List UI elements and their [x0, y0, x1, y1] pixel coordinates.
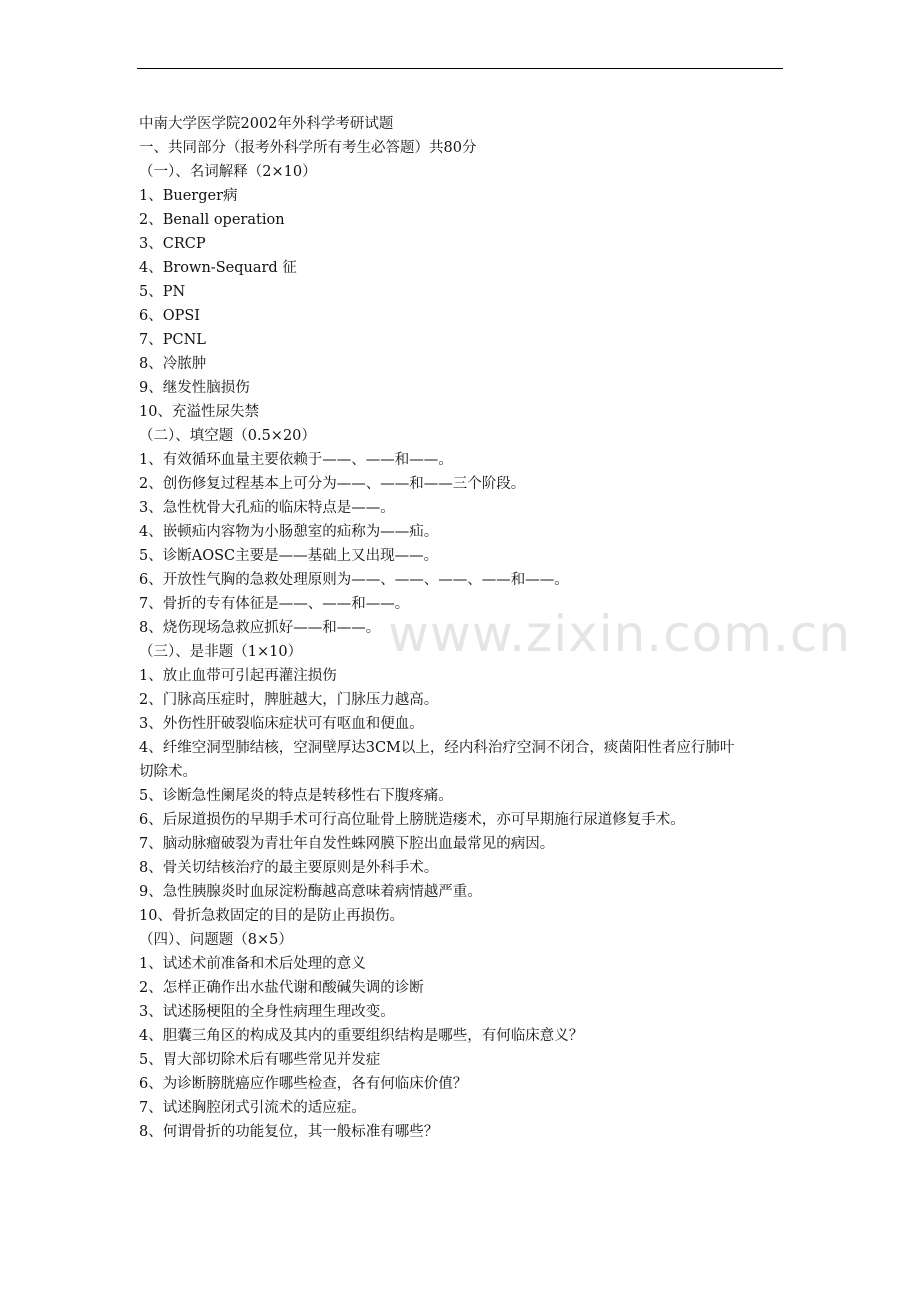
- list-item: 7、脑动脉瘤破裂为青壮年自发性蛛网膜下腔出血最常见的病因。: [139, 836, 555, 852]
- header-rule: [137, 68, 783, 69]
- list-item: 4、胆囊三角区的构成及其内的重要组织结构是哪些，有何临床意义？: [139, 1028, 584, 1044]
- list-item: 9、急性胰腺炎时血尿淀粉酶越高意味着病情越严重。: [139, 884, 482, 900]
- list-item: 10、骨折急救固定的目的是防止再损伤。: [139, 908, 404, 924]
- section-heading-true-false: （三）、是非题（1×10）: [139, 644, 303, 660]
- list-item: 1、试述术前准备和术后处理的意义: [139, 956, 366, 972]
- list-item: 4、纤维空洞型肺结核，空洞壁厚达3CM以上，经内科治疗空洞不闭合，痰菌阳性者应行肺叶: [139, 740, 735, 756]
- list-item: 8、烧伤现场急救应抓好——和——。: [139, 620, 381, 636]
- list-item: 9、继发性脑损伤: [139, 380, 250, 396]
- list-item: 3、外伤性肝破裂临床症状可有呕血和便血。: [139, 716, 424, 732]
- part1-heading: 一、共同部分（报考外科学所有考生必答题）共80分: [139, 140, 477, 156]
- list-item: 2、怎样正确作出水盐代谢和酸碱失调的诊断: [139, 980, 424, 996]
- list-item: 8、冷脓肿: [139, 356, 207, 372]
- list-item: 5、诊断AOSC主要是——基础上又出现——。: [139, 548, 439, 564]
- section-heading-fill-in: （二）、填空题（0.5×20）: [139, 428, 316, 444]
- list-item: 6、为诊断膀胱癌应作哪些检查，各有何临床价值？: [139, 1076, 468, 1092]
- list-item: 5、胃大部切除术后有哪些常见并发症: [139, 1052, 381, 1068]
- list-item: 10、充溢性尿失禁: [139, 404, 259, 420]
- list-item: 2、创伤修复过程基本上可分为——、——和——三个阶段。: [139, 476, 526, 492]
- list-item: 3、试述肠梗阻的全身性病理生理改变。: [139, 1004, 395, 1020]
- list-item: 2、门脉高压症时，脾脏越大，门脉压力越高。: [139, 692, 439, 708]
- list-item: 5、PN: [139, 284, 186, 300]
- list-item: 8、何谓骨折的功能复位，其一般标准有哪些？: [139, 1124, 439, 1140]
- list-item: 1、有效循环血量主要依赖于——、——和——。: [139, 452, 453, 468]
- list-item: 6、OPSI: [139, 308, 201, 324]
- list-item: 6、后尿道损伤的早期手术可行高位耻骨上膀胱造瘘术，亦可早期施行尿道修复手术。: [139, 812, 685, 828]
- section-heading-terms: （一）、名词解释（2×10）: [139, 164, 317, 180]
- list-item: 7、骨折的专有体征是——、——和——。: [139, 596, 410, 612]
- list-item: 3、急性枕骨大孔疝的临床特点是——。: [139, 500, 395, 516]
- list-item: 7、试述胸腔闭式引流术的适应症。: [139, 1100, 366, 1116]
- document-title: 中南大学医学院2002年外科学考研试题: [139, 116, 394, 132]
- list-item: 4、嵌顿疝内容物为小肠憩室的疝称为——疝。: [139, 524, 439, 540]
- list-item: 1、放止血带可引起再灌注损伤: [139, 668, 337, 684]
- list-item: 8、骨关切结核治疗的最主要原则是外科手术。: [139, 860, 439, 876]
- list-item: 2、Benall operation: [139, 212, 285, 228]
- watermark-text: www.zixin.com.cn: [388, 605, 852, 663]
- list-item: 3、CRCP: [139, 236, 206, 252]
- section-heading-questions: （四）、问题题（8×5）: [139, 932, 293, 948]
- list-item: 5、诊断急性阑尾炎的特点是转移性右下腹疼痛。: [139, 788, 453, 804]
- list-item: 1、Buerger病: [139, 188, 238, 204]
- list-item: 4、Brown-Sequard 征: [139, 260, 297, 276]
- list-item: 7、PCNL: [139, 332, 206, 348]
- list-item: 6、开放性气胸的急救处理原则为——、——、——、——和——。: [139, 572, 569, 588]
- list-item: 切除术。: [139, 764, 197, 780]
